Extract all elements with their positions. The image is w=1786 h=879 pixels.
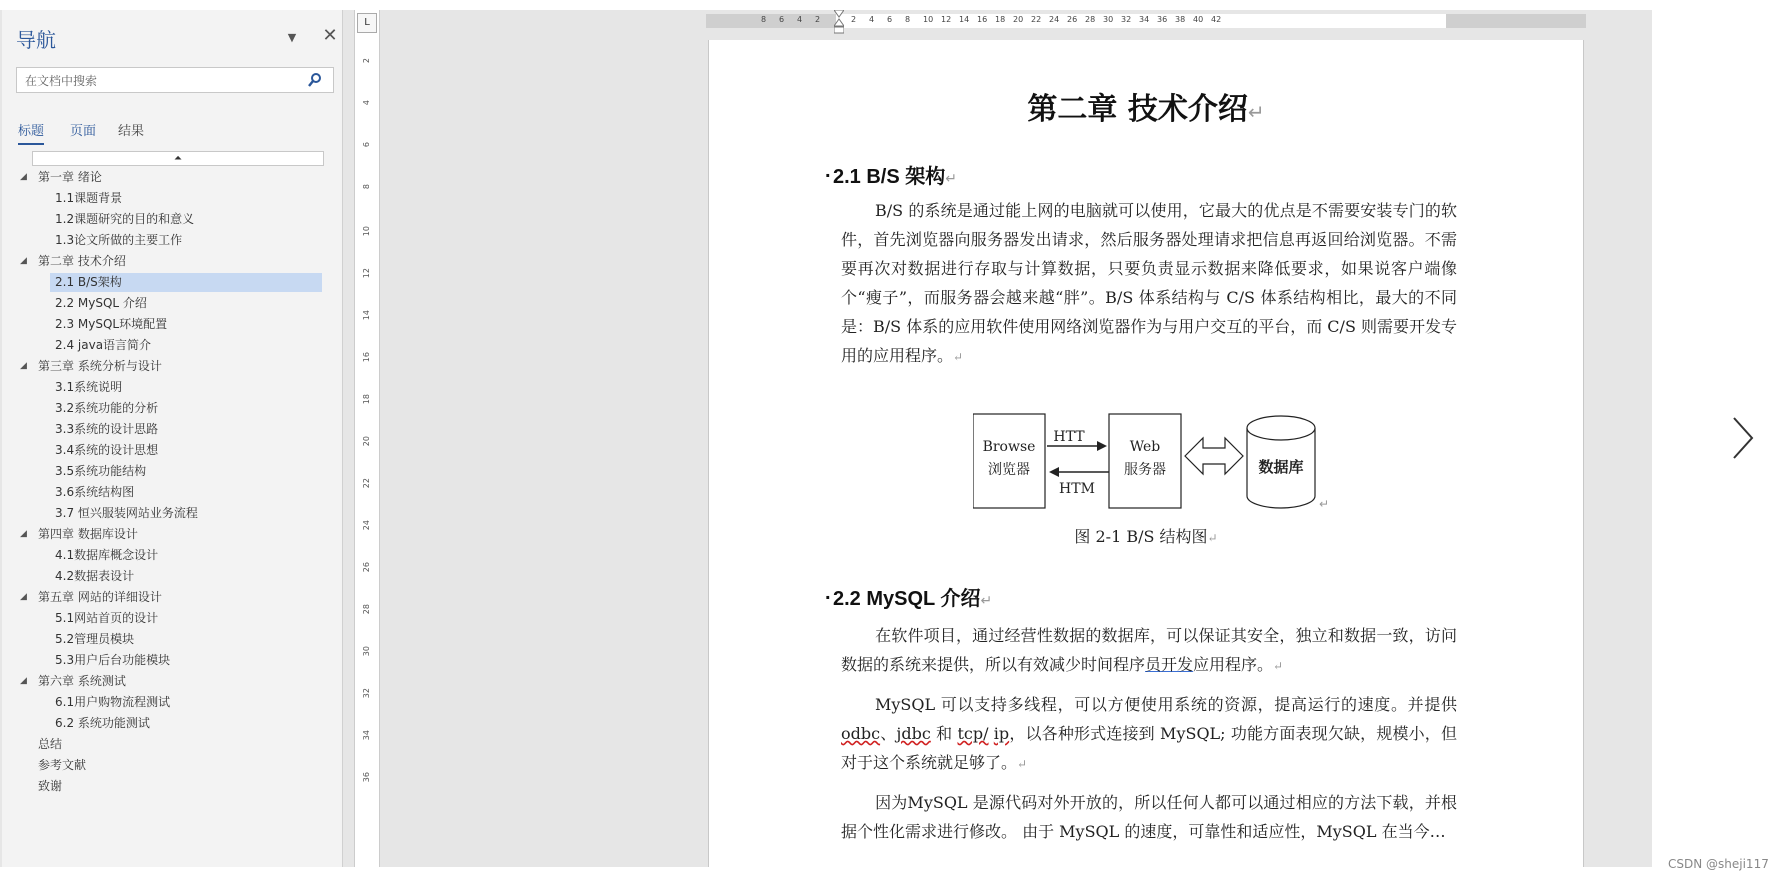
indent-marker-icon[interactable] <box>834 10 844 40</box>
tree-item-label: 1.3论文所做的主要工作 <box>55 233 183 247</box>
tree-item-label: 3.3系统的设计思路 <box>55 422 159 436</box>
tree-item-label: 第一章 绪论 <box>38 170 102 184</box>
tree-subheading-item[interactable] <box>2 335 342 356</box>
ruler-number: 18 <box>995 15 1006 24</box>
tree-subheading-item[interactable] <box>2 440 342 461</box>
ruler-number: 24 <box>1049 15 1060 24</box>
tree-item-label: 1.2课题研究的目的和意义 <box>55 212 195 226</box>
section-heading-2-2: . 2.2 MySQL 介绍↵ <box>825 582 993 610</box>
tree-subheading-item[interactable] <box>2 692 342 713</box>
diagram-db-label: 数据库 <box>1258 458 1304 476</box>
diagram-arrow-top-label: HTT <box>1053 429 1085 445</box>
tree-item-label: 总结 <box>38 737 63 751</box>
ruler-number: 36 <box>362 772 371 783</box>
ruler-number: 12 <box>362 268 371 279</box>
ruler-number: 6 <box>887 15 893 24</box>
diagram-arrow-bottom-label: HTM <box>1059 481 1095 497</box>
tree-item-label: 3.5系统功能结构 <box>55 464 147 478</box>
ruler-number: 22 <box>1031 15 1042 24</box>
tree-item-label: 6.1用户购物流程测试 <box>55 695 171 709</box>
tree-heading-item[interactable] <box>2 734 342 755</box>
tree-item-label: 6.2 系统功能测试 <box>55 716 150 730</box>
vertical-ruler[interactable] <box>354 10 380 867</box>
headings-tree <box>2 167 342 797</box>
ruler-number: 2 <box>851 15 857 24</box>
tree-item-label: 2.1 B/S架构 <box>55 275 122 289</box>
ruler-number: 24 <box>362 520 371 531</box>
tree-heading-item[interactable] <box>2 776 342 797</box>
nav-close-icon[interactable]: ✕ <box>322 25 338 46</box>
ruler-number: 26 <box>1067 15 1078 24</box>
tree-item-label: 第二章 技术介绍 <box>38 254 126 268</box>
next-page-chevron-right-icon[interactable] <box>1730 416 1756 460</box>
ruler-number: 2 <box>815 15 821 24</box>
tree-item-label: 5.1网站首页的设计 <box>55 611 159 625</box>
ruler-number: 28 <box>1085 15 1096 24</box>
tree-subheading-item[interactable] <box>2 566 342 587</box>
ruler-number: 26 <box>362 562 371 573</box>
diagram-browser-cn: 浏览器 <box>988 462 1030 478</box>
expand-triangle-icon[interactable]: ◢ <box>20 256 27 266</box>
ruler-number: 36 <box>1157 15 1168 24</box>
ruler-number: 20 <box>1013 15 1024 24</box>
ruler-number: 22 <box>362 478 371 489</box>
tree-item-label: 第六章 系统测试 <box>38 674 126 688</box>
tree-subheading-item[interactable] <box>2 314 342 335</box>
paragraph-bs-intro: B/S 的系统是通过能上网的电脑就可以使用，它最大的优点是不需要安装专门的软件，首先浏览器向服务器发出请求，然后服务器处理请求把信息再返回给浏览器。不需要再次对数据进行存取与计算数据，只要负责显示数据来降低要求，如果说客户端像个“瘦子”，而服务器会越来越“胖”。B/S 体系结构与 C/S 体系结构相比，最大的不同是：B/S 体系的应用软件使用网络浏览器作为与用户交互的平台，而 C/S 则需要开发专用的应用程序。↵ <box>841 201 1457 365</box>
tree-item-label: 4.1数据库概念设计 <box>55 548 159 562</box>
paragraph-mysql-1: 在软件项目，通过经营性数据的数据库，可以保证其安全，独立和数据一致，访问数据的系统来提供，所以有效减少时间程序员开发应用程序。↵ <box>841 626 1457 674</box>
ruler-number: 42 <box>1211 15 1222 24</box>
tree-heading-item[interactable] <box>2 587 342 608</box>
tree-heading-item[interactable] <box>2 524 342 545</box>
ruler-number: 32 <box>1121 15 1132 24</box>
tree-heading-item[interactable] <box>2 167 342 188</box>
tree-subheading-item[interactable] <box>2 461 342 482</box>
bs-architecture-diagram <box>973 400 1393 518</box>
paragraph-mysql-3: 因为MySQL 是源代码对外开放的，所以任何人都可以通过相应的方法下载，并根据个性化需求进行修改。 由于 MySQL 的速度，可靠性和适应性，MySQL 在当今… <box>841 793 1457 841</box>
tree-heading-item[interactable] <box>2 671 342 692</box>
expand-triangle-icon[interactable]: ◢ <box>20 529 27 539</box>
diagram-web-en: Web <box>1129 439 1161 455</box>
tree-item-label: 1.1课题背景 <box>55 191 123 205</box>
ruler-number: 30 <box>362 646 371 657</box>
tree-subheading-item[interactable] <box>2 377 342 398</box>
collapse-headings-button[interactable]: ⏶ <box>32 151 324 166</box>
tree-subheading-item[interactable] <box>2 482 342 503</box>
ruler-number: 8 <box>761 15 767 24</box>
tree-heading-item[interactable] <box>2 755 342 776</box>
diagram-para-mark: ↵ <box>1319 497 1330 511</box>
tree-subheading-item[interactable] <box>2 209 342 230</box>
ruler-number: 34 <box>1139 15 1150 24</box>
tree-item-label: 4.2数据表设计 <box>55 569 135 583</box>
ruler-number: 34 <box>362 730 371 741</box>
ruler-number: 14 <box>362 310 371 321</box>
ruler-number: 28 <box>362 604 371 615</box>
ruler-number: 4 <box>797 15 803 24</box>
ruler-number: 10 <box>923 15 934 24</box>
tree-subheading-item[interactable] <box>2 419 342 440</box>
tree-item-label: 第五章 网站的详细设计 <box>38 590 162 604</box>
tree-heading-item[interactable] <box>2 356 342 377</box>
vertical-ruler-track <box>362 40 372 867</box>
tree-subheading-item[interactable] <box>2 650 342 671</box>
ruler-number: 38 <box>1175 15 1186 24</box>
tree-item-label: 3.2系统功能的分析 <box>55 401 159 415</box>
tree-item-label: 2.4 java语言简介 <box>55 338 152 352</box>
ruler-number: 4 <box>362 100 371 106</box>
ruler-number: 18 <box>362 394 371 405</box>
tree-subheading-item[interactable] <box>2 230 342 251</box>
nav-options-chevron-down-icon[interactable]: ▼ <box>287 31 297 44</box>
ruler-number: 6 <box>779 15 785 24</box>
tree-subheading-item[interactable] <box>2 293 342 314</box>
ruler-number: 8 <box>362 184 371 190</box>
navigation-pane <box>2 10 343 867</box>
chapter-title: 第二章 技术介绍↵ <box>1027 92 1265 127</box>
tree-item-label: 参考文献 <box>38 758 87 772</box>
expand-triangle-icon[interactable]: ◢ <box>20 592 27 602</box>
tree-item-label: 3.6系统结构图 <box>55 485 135 499</box>
nav-pane-title: 导航 <box>16 28 56 52</box>
watermark: CSDN @sheji117 <box>1668 857 1769 871</box>
tree-item-label: 3.7 恒兴服装网站业务流程 <box>55 506 198 520</box>
ruler-number: 40 <box>1193 15 1204 24</box>
tree-heading-item[interactable] <box>2 251 342 272</box>
tree-item-label: 5.3用户后台功能模块 <box>55 653 171 667</box>
ruler-number: 20 <box>362 436 371 447</box>
diagram-browser-en: Browse <box>982 439 1036 455</box>
expand-triangle-icon[interactable]: ◢ <box>20 676 27 686</box>
ruler-number: 4 <box>869 15 875 24</box>
tree-subheading-item[interactable] <box>2 713 342 734</box>
ruler-number: 10 <box>362 226 371 237</box>
tree-subheading-item[interactable] <box>2 608 342 629</box>
tree-item-label: 第四章 数据库设计 <box>38 527 138 541</box>
ruler-number: 16 <box>362 352 371 363</box>
section-heading-2-1: . 2.1 B/S 架构↵ <box>825 160 957 188</box>
search-icon[interactable] <box>307 72 323 88</box>
tree-subheading-item[interactable] <box>2 503 342 524</box>
tree-item-label: 第三章 系统分析与设计 <box>38 359 162 373</box>
ruler-number: 6 <box>362 142 371 148</box>
tree-subheading-item[interactable] <box>2 188 342 209</box>
ruler-number: 14 <box>959 15 970 24</box>
ruler-number: 32 <box>362 688 371 699</box>
tree-item-label: 2.3 MySQL环境配置 <box>55 317 168 331</box>
tree-item-label: 3.1系统说明 <box>55 380 123 394</box>
tab-results[interactable]: 结果 <box>118 124 145 139</box>
tree-subheading-item[interactable] <box>2 398 342 419</box>
tree-item-label: 2.2 MySQL 介绍 <box>55 296 147 310</box>
diagram-web-cn: 服务器 <box>1124 462 1166 478</box>
tree-item-label: 致谢 <box>38 779 63 793</box>
ruler-number: 16 <box>977 15 988 24</box>
tree-item-label: 5.2管理员模块 <box>55 632 135 646</box>
document-search-box[interactable] <box>16 67 334 93</box>
tree-subheading-item[interactable] <box>2 629 342 650</box>
ruler-number: 8 <box>905 15 911 24</box>
tree-item-label: 3.4系统的设计思想 <box>55 443 159 457</box>
tab-headings[interactable]: 标题 <box>18 120 44 145</box>
tree-subheading-item[interactable] <box>2 272 342 293</box>
expand-triangle-icon[interactable]: ◢ <box>20 361 27 371</box>
word-app-window <box>0 10 1652 867</box>
tab-selector-button[interactable]: L <box>357 13 377 33</box>
ruler-number: 2 <box>362 58 371 64</box>
paragraph-mysql-2: MySQL 可以支持多线程，可以方便使用系统的资源，提高运行的速度。并提供 odbc、jdbc 和 tcp/ ip，以各种形式连接到 MySQL; 功能方面表现欠缺，规模小，但对于这个系统就足够了。↵ <box>841 695 1457 772</box>
tab-pages[interactable]: 页面 <box>70 124 97 139</box>
tree-subheading-item[interactable] <box>2 545 342 566</box>
ruler-number: 30 <box>1103 15 1114 24</box>
document-page[interactable] <box>708 40 1584 867</box>
expand-triangle-icon[interactable]: ◢ <box>20 172 27 182</box>
figure-caption: 图 2-1 B/S 结构图↵ <box>1074 527 1218 546</box>
ruler-number: 12 <box>941 15 952 24</box>
search-input[interactable] <box>23 71 287 91</box>
